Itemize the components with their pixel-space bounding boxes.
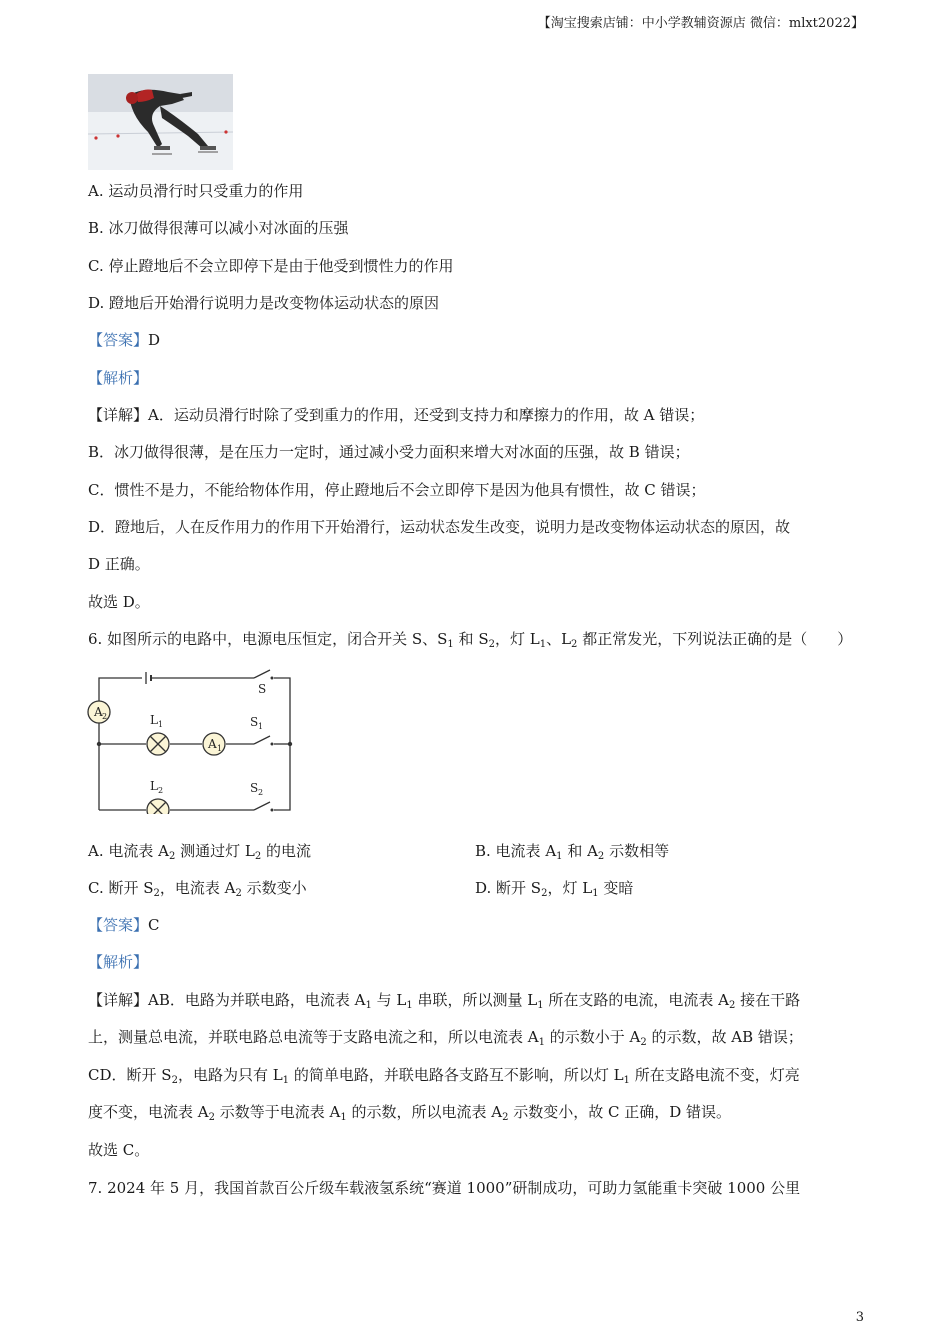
q5-detail-a: 【详解】A．运动员滑行时除了受到重力的作用，还受到支持力和摩擦力的作用，故 A 错误； <box>88 406 705 424</box>
svg-text:2: 2 <box>258 788 264 797</box>
q5-detail-d1: D．蹬地后，人在反作用力的作用下开始滑行，运动状态发生改变，说明力是改变物体运动状态的原因，故 <box>88 518 791 536</box>
switch-s-label: S <box>258 682 267 696</box>
q6-option-b: B. 电流表 $A_1$ 和 $A_2$ 示数相等 <box>475 842 670 862</box>
answer-tag: 【答案】 <box>88 331 149 349</box>
q5-detail-d2: D 正确。 <box>88 555 150 573</box>
svg-text:2: 2 <box>102 712 108 721</box>
svg-text:L: L <box>150 713 158 727</box>
q6-detail-line-2: 上，测量总电流，并联电路总电流等于支路电流之和，所以电流表 $A_1$ 的示数小于 $A_2$ 的示数，故 AB 错误； <box>88 1028 803 1048</box>
svg-text:L: L <box>150 779 158 793</box>
svg-text:2: 2 <box>158 786 164 795</box>
q5-detail-c: C．惯性不是力，不能给物体作用，停止蹬地后不会立即停下是因为他具有惯性，故 C 错误； <box>88 481 706 499</box>
q7-stem: 7. 2024 年 5 月，我国首款百公斤级车载液氢系统“赛道 1000”研制成功，可助力氢能重卡突破 1000 公里 <box>88 1179 801 1197</box>
q5-option-a: A. 运动员滑行时只受重力的作用 <box>88 182 304 200</box>
page-number: 3 <box>855 1310 864 1325</box>
q6-answer: 【答案】C <box>88 916 160 934</box>
ammeter-a2 <box>88 701 110 723</box>
detail-tag: 【详解】 <box>88 406 149 424</box>
q5-option-c: C. 停止蹬地后不会立即停下是由于他受到惯性力的作用 <box>88 257 454 275</box>
q5-conclusion: 故选 D。 <box>88 593 150 611</box>
page-header: 【淘宝搜索店铺：中小学教辅资源店 微信：mlxt2022】 <box>537 16 864 31</box>
switch-s1-label <box>250 715 263 731</box>
svg-text:A: A <box>94 705 103 719</box>
q6-option-a: A. 电流表 $A_2$ 测通过灯 $L_2$ 的电流 <box>88 842 312 862</box>
svg-text:A: A <box>208 737 217 751</box>
q5-detail-b: B．冰刀做得很薄，是在压力一定时，通过减小受力面积来增大对冰面的压强，故 B 错误； <box>88 443 690 461</box>
q5-option-b: B. 冰刀做得很薄可以减小对冰面的压强 <box>88 219 349 237</box>
lamp-l1 <box>147 713 169 755</box>
q5-analysis-tag: 【解析】 <box>88 369 149 387</box>
lamp-l2 <box>147 779 169 814</box>
svg-text:S: S <box>250 781 259 795</box>
q6-analysis-tag: 【解析】 <box>88 953 149 971</box>
q6-detail-line-3: CD．断开 $S_2$，电路为只有 $L_1$ 的简单电路，并联电路各支路互不影响，所以灯 $L_1$ 所在支路电流不变，灯亮 <box>88 1066 800 1086</box>
svg-text:1: 1 <box>158 720 164 729</box>
svg-text:1: 1 <box>258 722 264 731</box>
q6-option-c: C. 断开 $S_2$，电流表 $A_2$ 示数变小 <box>88 879 307 899</box>
svg-text:S: S <box>250 715 259 729</box>
speed-skater-photo <box>88 74 233 170</box>
q6-conclusion: 故选 C。 <box>88 1141 150 1159</box>
q6-option-d: D. 断开 $S_2$，灯 $L_1$ 变暗 <box>475 879 634 899</box>
q6-detail-line-1: 【详解】AB．电路为并联电路，电流表 $A_1$ 与 $L_1$ 串联，所以测量 $L_1$ 所在支路的电流，电流表 $A_2$ 接在干路 <box>88 991 801 1011</box>
q6-detail-line-4: 度不变，电流表 $A_2$ 示数等于电流表 $A_1$ 的示数，所以电流表 $A_2$ 示数变小，故 C 正确，D 错误。 <box>88 1103 732 1123</box>
q5-option-d: D. 蹬地后开始滑行说明力是改变物体运动状态的原因 <box>88 294 440 312</box>
switch-s2-label <box>250 781 263 797</box>
svg-text:1: 1 <box>217 744 223 753</box>
answer-value: D <box>148 331 161 349</box>
q5-answer <box>88 329 160 351</box>
ammeter-a1 <box>203 733 225 755</box>
q6-stem: 6. 如图所示的电路中，电源电压恒定，闭合开关 S、$S_1$ 和 $S_2$，灯 $L_1$、$L_2$ 都正常发光，下列说法正确的是（ ） <box>88 630 853 650</box>
circuit-diagram <box>84 668 300 814</box>
